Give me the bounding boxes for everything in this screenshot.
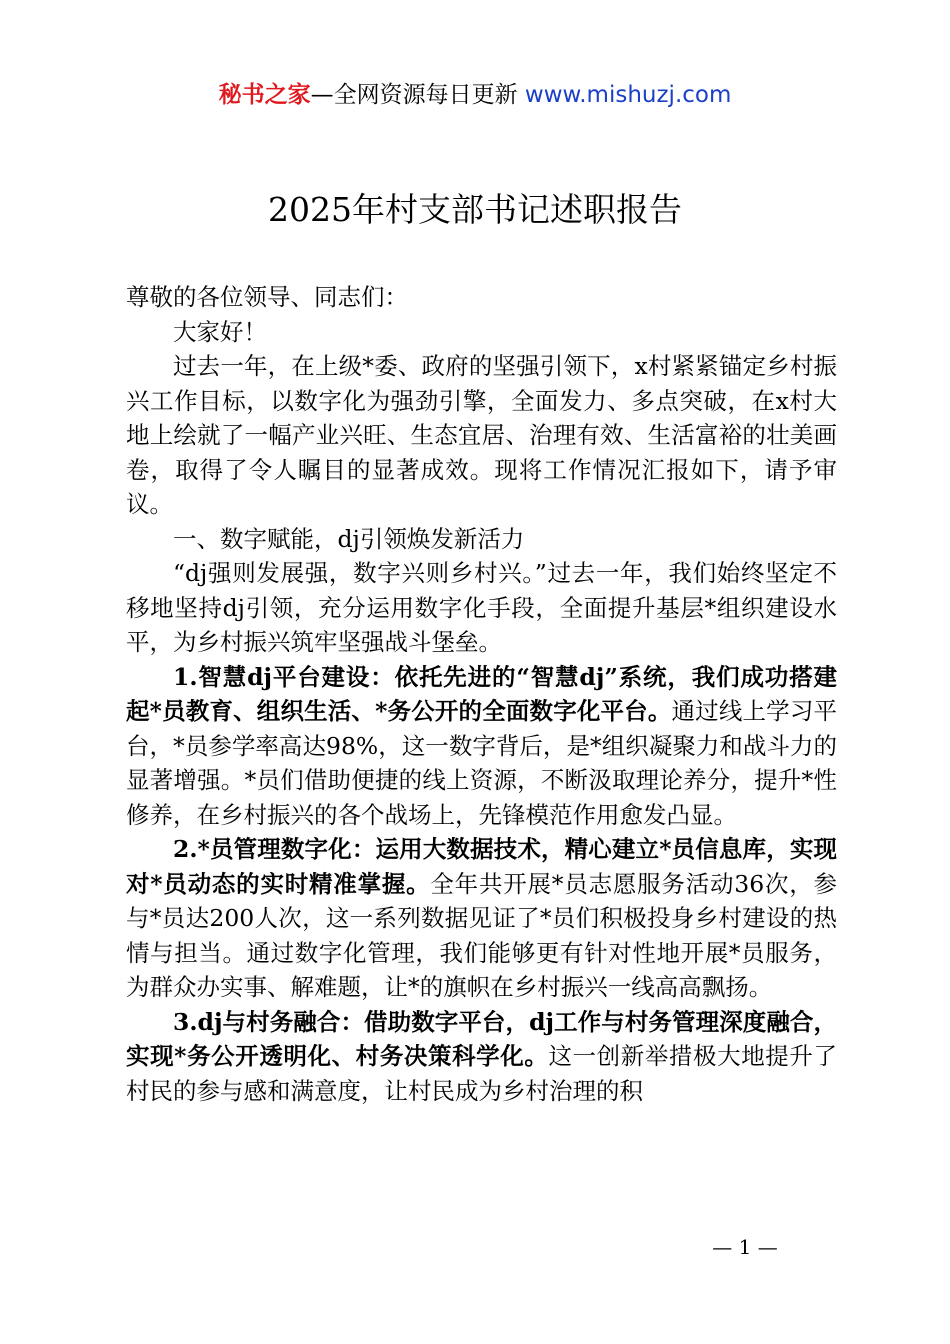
document-title: 2025年村支部书记述职报告	[268, 190, 682, 229]
salutation: 尊敬的各位领导、同志们：	[126, 283, 408, 311]
list-item-text: 这一创新举措极大地提升了村民的参与感和满意度，让村民成为乡村治理的积	[126, 1042, 837, 1105]
site-brand: 秘书之家	[218, 82, 311, 108]
list-item-bold-lead: 1.智慧dj平台建设：依托先进的“智慧dj”系统，我们成功搭建起*员教育、组织生活、*务公开的全面数字化平台。	[126, 662, 837, 725]
site-tagline: —全网资源每日更新	[310, 82, 525, 108]
list-item-text: 全年共开展*员志愿服务活动36次，参与*员达200人次，这一系列数据见证了*员们积极投身乡村建设的热情与担当。通过数字化管理，我们能够更有针对性地开展*员服务，为群众办实事、解难题，让*的旗帜在乡村振兴一线高高飘扬。	[126, 869, 837, 1001]
site-header	[0, 78, 950, 112]
section-heading: 一、数字赋能，dj引领焕发新活力	[173, 524, 525, 553]
greeting: 大家好！	[173, 317, 267, 346]
list-item	[126, 660, 837, 833]
page-number: — 1 —	[712, 1235, 778, 1259]
list-item-bold-lead: 2.*员管理数字化：运用大数据技术，精心建立*员信息库，实现对*员动态的实时精准掌握。	[126, 835, 837, 898]
list-item-bold-lead: 3.dj与村务融合：借助数字平台，dj工作与村务管理深度融合，实现*务公开透明化、村务决策科学化。	[126, 1007, 837, 1070]
site-url-link[interactable]: www.mishuzj.com	[524, 82, 732, 108]
document-body	[126, 280, 837, 1108]
intro-paragraph: 过去一年，在上级*委、政府的坚强引领下，x村紧紧锚定乡村振兴工作目标，以数字化为强劲引擎，全面发力、多点突破，在x村大地上绘就了一幅产业兴旺、生态宜居、治理有效、生活富裕的壮美画卷，取得了令人瞩目的显著成效。现将工作情况汇报如下，请予审议。	[126, 352, 837, 518]
list-item	[126, 832, 837, 1005]
list-item	[126, 1005, 837, 1109]
section-lead-paragraph: “dj强则发展强，数字兴则乡村兴。”过去一年，我们始终坚定不移地坚持dj引领，充分运用数字化手段，全面提升基层*组织建设水平，为乡村振兴筑牢坚强战斗堡垒。	[126, 559, 837, 656]
list-item-text: 通过线上学习平台，*员参学率高达98%，这一数字背后，是*组织凝聚力和战斗力的显著增强。*员们借助便捷的线上资源，不断汲取理论养分，提升*性修养，在乡村振兴的各个战场上，先锋模范作用愈发凸显。	[126, 697, 837, 829]
